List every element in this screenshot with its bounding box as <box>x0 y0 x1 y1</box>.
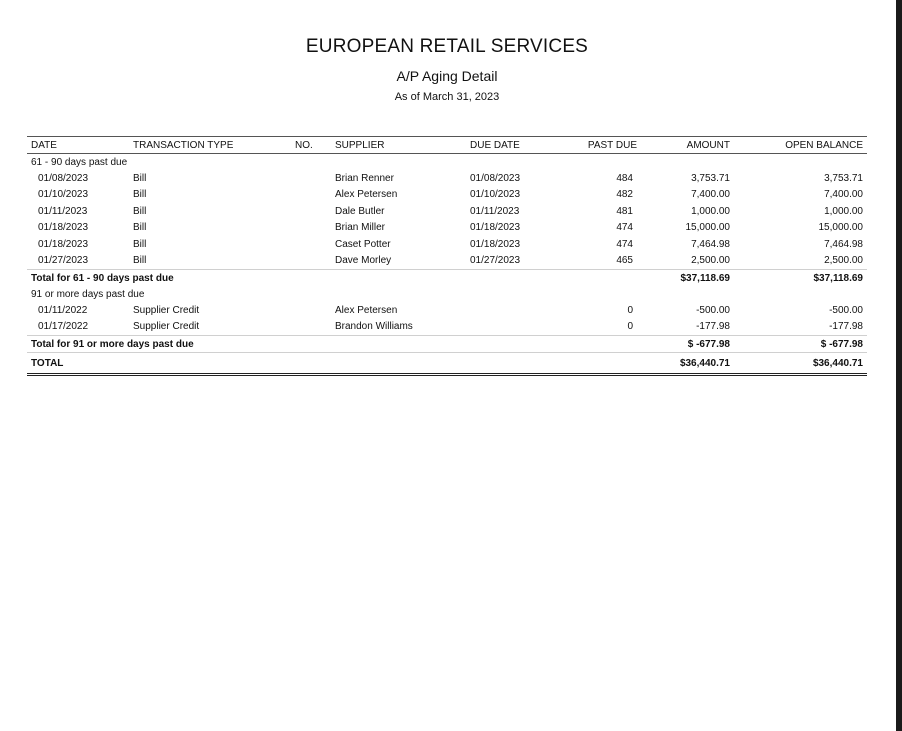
section-total-open-balance: $37,118.69 <box>734 270 867 287</box>
table-row[interactable] <box>27 236 867 253</box>
section-header-row[interactable] <box>27 286 867 302</box>
table-row[interactable] <box>27 187 867 204</box>
column-header-date[interactable]: DATE <box>27 137 129 154</box>
section-total-label: Total for 61 - 90 days past due <box>27 270 641 287</box>
cell-date: 01/27/2023 <box>38 255 89 267</box>
table-row[interactable] <box>27 203 867 220</box>
cell-supplier: Caset Potter <box>335 238 391 250</box>
cell-due-date: 01/18/2023 <box>470 222 521 234</box>
cell-supplier: Alex Petersen <box>335 189 398 201</box>
cell-type[interactable]: Bill <box>133 222 147 234</box>
section-header-row[interactable] <box>27 154 867 171</box>
table-row[interactable] <box>27 302 867 319</box>
cell-past-due: 474 <box>616 238 633 250</box>
header-row <box>27 137 867 154</box>
cell-no <box>291 187 331 204</box>
cell-amount: 2,500.00 <box>691 255 730 267</box>
cell-due-date: 01/27/2023 <box>470 255 521 267</box>
table-row[interactable] <box>27 170 867 187</box>
grand-total-amount: $36,440.71 <box>641 353 734 375</box>
cell-date: 01/10/2023 <box>38 189 89 201</box>
table-row[interactable] <box>27 220 867 237</box>
cell-no <box>291 203 331 220</box>
page-edge <box>896 0 902 731</box>
cell-type[interactable]: Supplier Credit <box>133 304 200 316</box>
cell-amount: 7,400.00 <box>691 189 730 201</box>
cell-amount: 7,464.98 <box>691 238 730 250</box>
cell-date: 01/08/2023 <box>38 172 89 184</box>
cell-no <box>291 302 331 319</box>
cell-open-balance: 7,464.98 <box>824 238 863 250</box>
column-header-supplier[interactable]: SUPPLIER <box>331 137 466 154</box>
cell-amount: -177.98 <box>696 321 730 333</box>
cell-due-date <box>466 302 556 319</box>
cell-past-due: 482 <box>616 189 633 201</box>
cell-past-due: 0 <box>627 321 633 333</box>
grand-total-open-balance: $36,440.71 <box>734 353 867 375</box>
cell-type[interactable]: Bill <box>133 172 147 184</box>
cell-date: 01/18/2023 <box>38 222 89 234</box>
cell-no <box>291 319 331 336</box>
section-total-amount: $ -677.98 <box>641 336 734 353</box>
cell-open-balance: 15,000.00 <box>818 222 863 234</box>
cell-date: 01/18/2023 <box>38 238 89 250</box>
cell-amount: -500.00 <box>696 304 730 316</box>
cell-type[interactable]: Bill <box>133 205 147 217</box>
cell-type[interactable]: Bill <box>133 238 147 250</box>
cell-type[interactable]: Bill <box>133 255 147 267</box>
cell-past-due: 474 <box>616 222 633 234</box>
table-row[interactable] <box>27 253 867 270</box>
cell-past-due: 484 <box>616 172 633 184</box>
section-total-row[interactable] <box>27 336 867 353</box>
cell-no <box>291 170 331 187</box>
cell-amount: 1,000.00 <box>691 205 730 217</box>
grand-total-row[interactable] <box>27 353 867 375</box>
cell-open-balance: -177.98 <box>829 321 863 333</box>
section-title: 61 - 90 days past due <box>31 156 128 168</box>
cell-due-date: 01/08/2023 <box>470 172 521 184</box>
cell-due-date: 01/18/2023 <box>470 238 521 250</box>
section-total-amount: $37,118.69 <box>641 270 734 287</box>
cell-past-due: 465 <box>616 255 633 267</box>
grand-total-label: TOTAL <box>27 353 641 375</box>
cell-supplier: Brandon Williams <box>335 321 413 333</box>
company-name: EUROPEAN RETAIL SERVICES <box>305 36 589 57</box>
cell-no <box>291 253 331 270</box>
cell-open-balance: 3,753.71 <box>824 172 863 184</box>
cell-no <box>291 220 331 237</box>
column-header-amount[interactable]: AMOUNT <box>641 137 734 154</box>
cell-type[interactable]: Supplier Credit <box>133 321 200 333</box>
cell-amount: 15,000.00 <box>685 222 730 234</box>
column-header-open-balance[interactable]: OPEN BALANCE <box>734 137 867 154</box>
report-date: As of March 31, 2023 <box>394 91 500 103</box>
section-total-label: Total for 91 or more days past due <box>27 336 641 353</box>
cell-date: 01/11/2023 <box>38 205 88 217</box>
cell-date: 01/11/2022 <box>38 304 88 316</box>
report-title: A/P Aging Detail <box>396 68 498 84</box>
column-header-due-date[interactable]: DUE DATE <box>466 137 556 154</box>
cell-open-balance: 7,400.00 <box>824 189 863 201</box>
cell-no <box>291 236 331 253</box>
cell-due-date <box>466 319 556 336</box>
cell-supplier: Brian Miller <box>335 222 386 234</box>
cell-open-balance: 1,000.00 <box>824 205 863 217</box>
cell-due-date: 01/10/2023 <box>470 189 521 201</box>
cell-type[interactable]: Bill <box>133 189 147 201</box>
cell-supplier: Dave Morley <box>335 255 392 267</box>
column-header-no[interactable]: NO. <box>291 137 331 154</box>
cell-amount: 3,753.71 <box>691 172 730 184</box>
column-header-past-due[interactable]: PAST DUE <box>556 137 641 154</box>
section-total-row[interactable] <box>27 270 867 287</box>
cell-supplier: Alex Petersen <box>335 304 398 316</box>
cell-open-balance: -500.00 <box>829 304 863 316</box>
cell-due-date: 01/11/2023 <box>470 205 520 217</box>
section-title: 91 or more days past due <box>31 288 145 300</box>
cell-supplier: Brian Renner <box>335 172 394 184</box>
cell-supplier: Dale Butler <box>335 205 385 217</box>
cell-past-due: 0 <box>627 304 633 316</box>
column-header-type[interactable]: TRANSACTION TYPE <box>129 137 291 154</box>
cell-open-balance: 2,500.00 <box>824 255 863 267</box>
section-total-open-balance: $ -677.98 <box>734 336 867 353</box>
cell-past-due: 481 <box>616 205 633 217</box>
table-row[interactable] <box>27 319 867 336</box>
aging-table <box>27 136 867 376</box>
cell-date: 01/17/2022 <box>38 321 89 333</box>
